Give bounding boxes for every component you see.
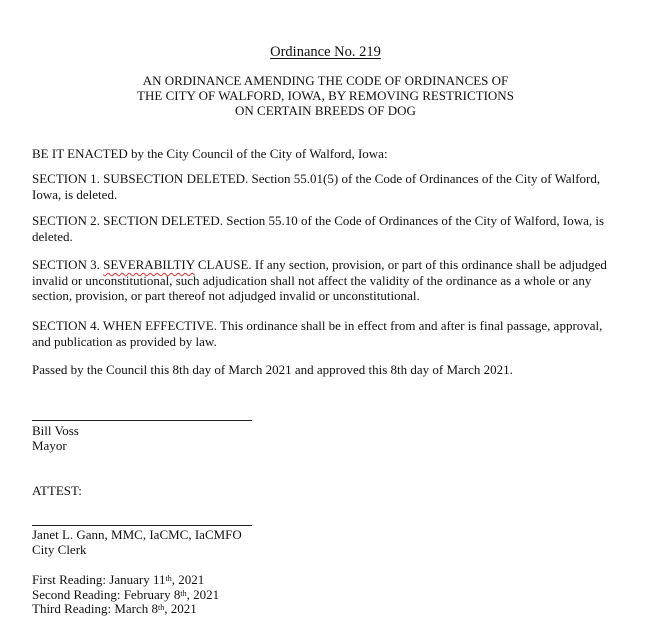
- mayor-signature-line: [32, 420, 252, 421]
- ordinance-title: Ordinance No. 219: [270, 44, 381, 60]
- clerk-signature-line: [32, 525, 252, 526]
- section-3: [32, 257, 622, 304]
- clerk-title: City Clerk: [32, 542, 87, 557]
- mayor-title: Mayor: [32, 438, 67, 453]
- section-1: SECTION 1. SUBSECTION DELETED. Section 55.01(5) of the Code of Ordinances of the City of Walford, Iowa, is deleted.: [32, 171, 601, 202]
- subtitle-line: ON CERTAIN BREEDS OF DOG: [235, 103, 416, 118]
- section-3-text: CLAUSE. If any section, provision, or part of this ordinance shall be adjudged invalid or unconstitutional, such adjudication shall not affect the validity of the ordinance as a whole or any section, provision, or part thereof not adjudged invalid or unconstitutional.: [32, 257, 607, 303]
- subtitle-line: THE CITY OF WALFORD, IOWA, BY REMOVING RESTRICTIONS: [137, 88, 514, 103]
- first-reading: First Reading: January 11th, 2021: [32, 572, 205, 587]
- attest-label: ATTEST:: [32, 483, 82, 498]
- second-reading: Second Reading: February 8th, 2021: [32, 587, 220, 602]
- subtitle-line: AN ORDINANCE AMENDING THE CODE OF ORDINANCES OF: [142, 73, 509, 88]
- section-2: SECTION 2. SECTION DELETED. Section 55.10 of the Code of Ordinances of the City of Walford, Iowa, is deleted.: [32, 213, 605, 244]
- section-3-prefix: SECTION 3.: [32, 257, 104, 272]
- section-4: SECTION 4. WHEN EFFECTIVE. This ordinance shall be in effect from and after is final passage, approval, and publication as provided by law.: [32, 318, 603, 349]
- enactment-clause: BE IT ENACTED by the City Council of the City of Walford, Iowa:: [32, 146, 388, 161]
- third-reading: Third Reading: March 8th, 2021: [32, 601, 197, 616]
- passed-statement: Passed by the Council this 8th day of March 2021 and approved this 8th day of March 2021.: [32, 362, 513, 377]
- mayor-name: Bill Voss: [32, 423, 79, 438]
- ordinance-subtitle: [0, 73, 651, 118]
- clerk-name: Janet L. Gann, MMC, IaCMC, IaCMFO: [32, 527, 242, 542]
- misspelled-word: SEVERABILTIY: [103, 257, 195, 272]
